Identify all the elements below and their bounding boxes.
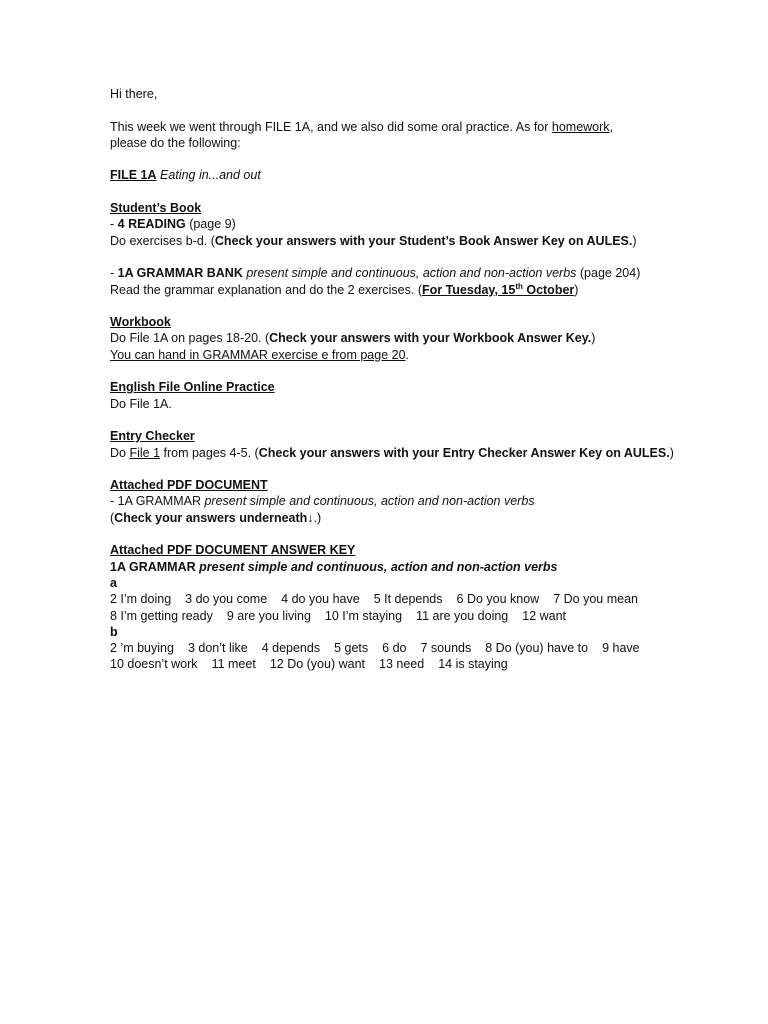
answer-item: 8 Do (you) have to — [485, 641, 589, 656]
workbook-close: ) — [591, 331, 596, 346]
answer-item: 9 are you living — [226, 608, 311, 623]
entry-checker-heading: Entry Checker — [110, 429, 195, 444]
section-b-row-1 — [110, 640, 710, 656]
grammar-topic: present simple and continuous, action and non-action verbs — [242, 266, 577, 281]
email-body — [110, 86, 710, 673]
greeting: Hi there, — [110, 87, 158, 101]
attached-pdf-prefix: - 1A GRAMMAR — [110, 494, 205, 509]
answer-item: 11 meet — [211, 657, 256, 672]
entry-checker-pages: from pages 4-5. ( — [160, 445, 259, 460]
answer-item: 7 Do you mean — [553, 592, 638, 607]
reading-title: 4 READING — [117, 217, 186, 232]
answer-item: 3 don’t like — [187, 641, 248, 656]
answer-item: 5 gets — [334, 641, 369, 656]
due-date-month: October — [522, 282, 575, 297]
intro-line-2: please do the following: — [110, 135, 241, 150]
answer-item: 14 is staying — [438, 657, 508, 672]
attached-pdf-line-2 — [110, 510, 710, 526]
reading-answer-note: Check your answers with your Student’s Book Answer Key on AULES. — [214, 233, 633, 248]
check-underneath-note: Check your answers underneath — [114, 510, 308, 525]
answer-item: 13 need — [379, 657, 425, 672]
reading-page: (page 9) — [185, 217, 236, 232]
section-b-row-2 — [110, 656, 710, 672]
workbook-heading: Workbook — [110, 315, 171, 330]
grammar-bank-line — [110, 265, 710, 281]
answer-item: 5 It depends — [373, 592, 443, 607]
answer-item: 10 doesn’t work — [110, 657, 198, 672]
online-practice-heading: English File Online Practice — [110, 380, 275, 395]
reading-instructions — [110, 233, 710, 249]
attached-pdf-topic: present simple and continuous, action and non-action verbs — [204, 494, 535, 509]
grammar-prefix: - — [110, 266, 118, 281]
entry-checker-text: Do — [110, 445, 130, 460]
entry-checker-line — [110, 445, 710, 461]
reading-instr-text: Do exercises b-d. ( — [110, 233, 215, 248]
workbook-line-1 — [110, 330, 710, 346]
answer-key-heading: Attached PDF DOCUMENT ANSWER KEY — [110, 543, 356, 558]
attached-pdf-line-1 — [110, 493, 710, 509]
workbook-text: Do File 1A on pages 18-20. ( — [110, 331, 270, 346]
answer-key-title-bold: 1A GRAMMAR — [110, 559, 196, 574]
answer-item: 2 I’m doing — [110, 592, 172, 607]
answer-key-title — [110, 559, 710, 575]
attached-pdf-close: .) — [313, 510, 322, 525]
answer-item: 2 ’m buying — [110, 641, 174, 656]
workbook-line-2 — [110, 347, 710, 363]
answer-item: 6 do — [382, 641, 407, 656]
due-date-suffix: th — [515, 281, 523, 291]
reading-line — [110, 216, 710, 232]
reading-prefix: - — [110, 217, 118, 232]
attached-pdf-heading: Attached PDF DOCUMENT — [110, 478, 268, 493]
hand-in-note: You can hand in GRAMMAR exercise e from page 20 — [110, 347, 406, 362]
students-book-heading: Student’s Book — [110, 201, 202, 216]
answer-item: 8 I’m getting ready — [110, 608, 213, 623]
answer-item: 12 want — [522, 608, 567, 623]
reading-instr-close: ) — [632, 233, 637, 248]
file-label: FILE 1A — [110, 168, 157, 183]
grammar-instr-close: ) — [574, 282, 579, 297]
grammar-instructions — [110, 282, 710, 298]
answer-item: 11 are you doing — [416, 608, 509, 623]
section-b-label: b — [110, 624, 118, 639]
arrow-down-icon: ↓ — [307, 510, 314, 525]
answer-item: 4 depends — [261, 641, 321, 656]
answer-item: 9 have — [602, 641, 640, 656]
grammar-bank-title: 1A GRAMMAR BANK — [117, 266, 243, 281]
answer-item: 3 do you come — [185, 592, 268, 607]
file-1-link[interactable]: File 1 — [129, 445, 161, 460]
answer-item: 10 I’m staying — [324, 608, 403, 623]
answer-item: 7 sounds — [420, 641, 472, 656]
entry-checker-answer-note: Check your answers with your Entry Checker Answer Key on AULES. — [258, 445, 670, 460]
section-a-label: a — [110, 575, 117, 590]
intro-comma: , — [609, 119, 614, 134]
grammar-instr-text: Read the grammar explanation and do the 2 exercises. ( — [110, 282, 422, 297]
hand-in-period: . — [405, 347, 410, 362]
due-date-main: For Tuesday, 15 — [421, 282, 516, 297]
answer-item: 6 Do you know — [456, 592, 540, 607]
answer-key-topic: present simple and continuous, action and non-action verbs — [195, 559, 558, 574]
entry-checker-close: ) — [669, 445, 674, 460]
homework-link[interactable]: homework — [551, 119, 610, 134]
answer-item: 12 Do (you) want — [269, 657, 365, 672]
attached-pdf-open: ( — [110, 510, 115, 525]
grammar-page: (page 204) — [576, 266, 641, 281]
intro-text: This week we went through FILE 1A, and we also did some oral practice. As for — [110, 119, 552, 134]
file-heading — [110, 167, 710, 183]
section-a-row-2 — [110, 608, 710, 624]
answer-item: 4 do you have — [281, 592, 360, 607]
section-a-row-1 — [110, 591, 710, 607]
due-date — [422, 283, 574, 297]
online-practice-line: Do File 1A. — [110, 396, 172, 411]
intro-line-1 — [110, 119, 710, 135]
workbook-answer-note: Check your answers with your Workbook Answer Key. — [269, 331, 592, 346]
file-title: Eating in...and out — [160, 168, 261, 183]
